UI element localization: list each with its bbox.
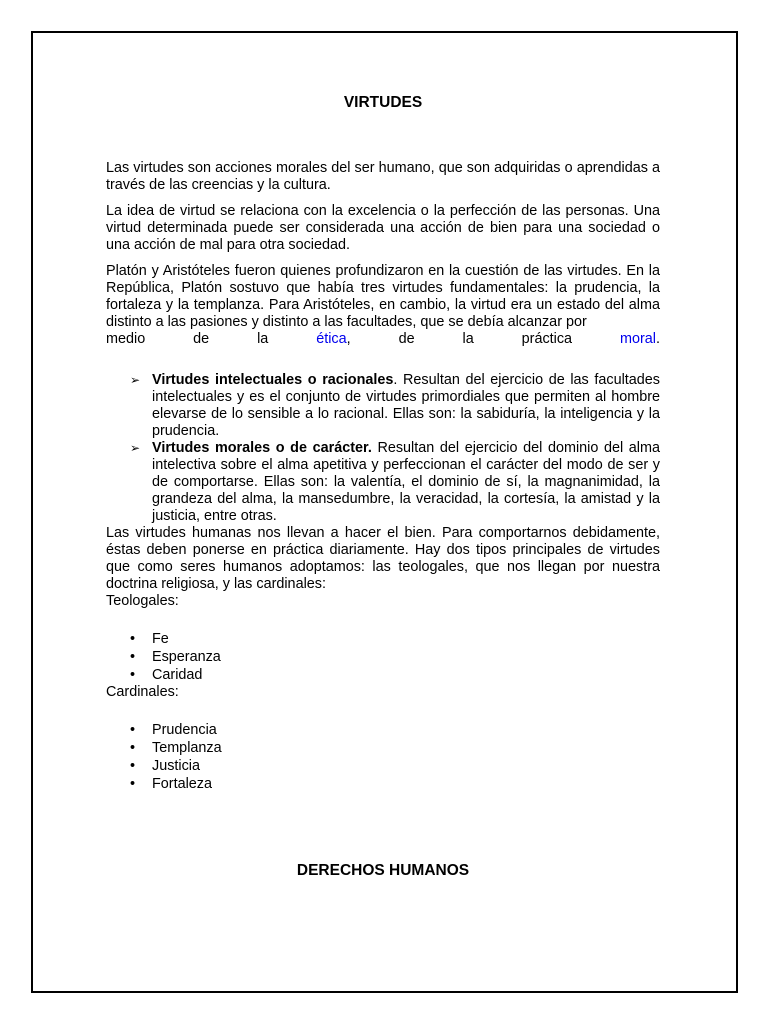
paragraph-virtue-idea: La idea de virtud se relaciona con la excelencia o la perfección de las personas. Una virtud determinada puede ser considerada una acción de bien para una sociedad o una acción de mal para otra sociedad. xyxy=(106,203,660,253)
bullet-icon: • xyxy=(130,758,136,774)
link-moral[interactable]: moral xyxy=(620,331,656,347)
paragraph-plato-aristotle-text: Platón y Aristóteles fueron quienes profundizaron en la cuestión de las virtudes. En la República, Platón sostuvo que había tres virtudes fundamentales: la prudencia, la fortaleza y la templanza. Para Aristóteles, en cambio, la virtud era un estado del alma distinto a las pasiones y distinto a las facultades, que se debía alcanzar por xyxy=(106,263,660,330)
list-item-text: Templanza xyxy=(152,740,222,756)
document-body xyxy=(106,94,660,880)
list-item-text: Caridad xyxy=(152,667,203,683)
arrow-bullet-icon: ➢ xyxy=(130,373,141,387)
bullet-icon: • xyxy=(130,722,136,738)
list-item xyxy=(130,739,660,757)
bullet-icon: • xyxy=(130,740,136,756)
bullet-icon: • xyxy=(130,776,136,792)
paragraph-intro: Las virtudes son acciones morales del ser humano, que son adquiridas o aprendidas a través de las creencias y la cultura. xyxy=(106,160,660,193)
document-title: VIRTUDES xyxy=(343,94,423,111)
list-item-text: Esperanza xyxy=(152,649,221,665)
tail-text-mid: , de la práctica xyxy=(346,331,621,347)
virtue-types-list xyxy=(106,372,660,525)
list-item-heading: Virtudes morales o de carácter. xyxy=(152,440,372,456)
teologales-label: Teologales: xyxy=(106,593,179,609)
tail-text-pre: medio de la xyxy=(106,331,317,347)
link-etica[interactable]: ética xyxy=(316,331,347,347)
cardinales-list xyxy=(106,721,660,793)
arrow-bullet-icon: ➢ xyxy=(130,441,141,455)
list-item-text: Fortaleza xyxy=(152,776,212,792)
list-item xyxy=(130,757,660,775)
list-item xyxy=(130,440,660,525)
teologales-list xyxy=(106,630,660,684)
list-item xyxy=(130,630,660,648)
list-item-text: . Resultan del ejercicio de las facultades intelectuales y es el conjunto de virtudes primordiales que permiten al hombre elevarse de lo sensible a lo racional. Ellas son: la sabiduría, la inteligencia y la prudencia. xyxy=(152,372,660,439)
paragraph-human-virtues: Las virtudes humanas nos llevan a hacer el bien. Para comportarnos debidamente, éstas deben ponerse en práctica diariamente. Hay dos tipos principales de virtudes que como seres humanos adoptamos: las teologales, que nos llegan por nuestra doctrina religiosa, y las cardinales: xyxy=(106,525,660,592)
list-item xyxy=(130,666,660,684)
bullet-icon: • xyxy=(130,631,136,647)
tail-text-end: . xyxy=(656,331,660,347)
paragraph-plato-aristotle xyxy=(106,263,660,331)
cardinales-label: Cardinales: xyxy=(106,684,179,700)
bullet-icon: • xyxy=(130,667,136,683)
list-item xyxy=(130,372,660,440)
list-item xyxy=(130,775,660,793)
list-item-text: Justicia xyxy=(152,758,200,774)
paragraph-plato-aristotle-last-line xyxy=(106,331,660,348)
bullet-icon: • xyxy=(130,649,136,665)
section-title-derechos-humanos: DERECHOS HUMANOS xyxy=(296,862,470,879)
list-item-text: Prudencia xyxy=(152,722,217,738)
list-item-text: Resultan del ejercicio del dominio del alma intelectiva sobre el alma apetitiva y perfeccionan el carácter del modo de ser y de comportarse. Ellas son: la valentía, el dominio de sí, la magnanimidad, la grandeza del alma, la mansedumbre, la veracidad, la cortesía, la amistad y la justicia, entre otras. xyxy=(152,440,660,524)
list-item-text: Fe xyxy=(152,631,169,647)
list-item xyxy=(130,648,660,666)
list-item-heading: Virtudes intelectuales o racionales xyxy=(152,372,394,388)
list-item xyxy=(130,721,660,739)
